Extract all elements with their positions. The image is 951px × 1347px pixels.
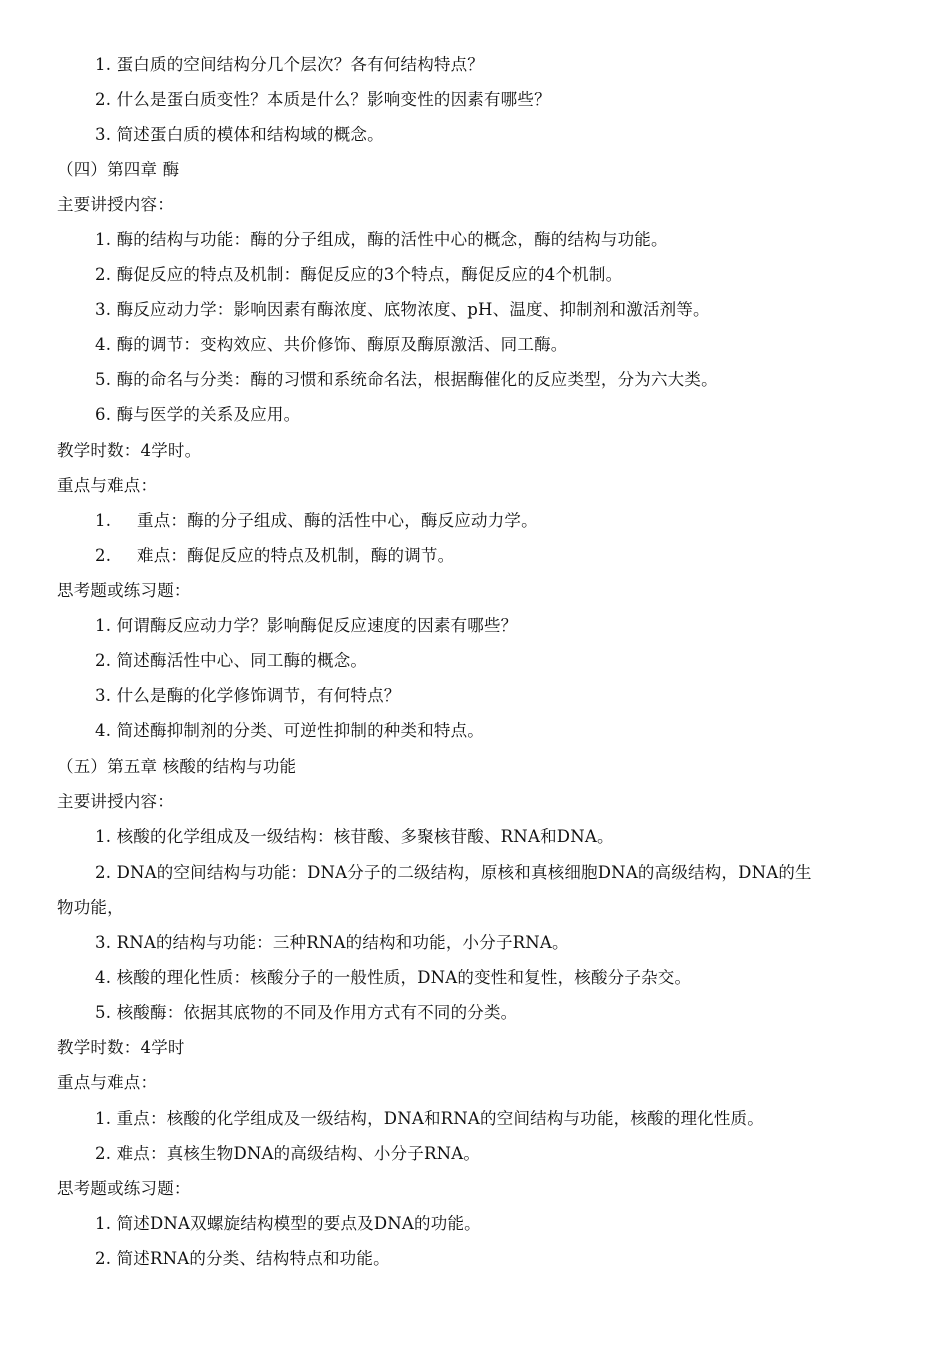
item-text: 难点：酶促反应的特点及机制，酶的调节。 — [137, 546, 455, 565]
content-item: 3. 酶反应动力学：影响因素有酶浓度、底物浓度、pH、温度、抑制剂和激活剂等。 — [95, 300, 710, 319]
item-number: 1. — [95, 511, 112, 530]
question-item: 2. 简述酶活性中心、同工酶的概念。 — [95, 651, 368, 670]
key-point-item: 2. 难点：真核生物DNA的高级结构、小分子RNA。 — [95, 1144, 481, 1163]
chapter-heading: （四）第四章 酶 — [57, 160, 180, 179]
content-item: 5. 核酸酶：依据其底物的不同及作用方式有不同的分类。 — [95, 1003, 518, 1022]
question-item: 1. 蛋白质的空间结构分几个层次？各有何结构特点？ — [95, 55, 484, 74]
content-item: 1. 核酸的化学组成及一级结构：核苷酸、多聚核苷酸、RNA和DNA。 — [95, 827, 614, 846]
question-item: 3. 简述蛋白质的模体和结构域的概念。 — [95, 125, 384, 144]
section-label: 主要讲授内容： — [57, 195, 174, 214]
key-point-item: 1. 重点：核酸的化学组成及一级结构，DNA和RNA的空间结构与功能，核酸的理化性质。 — [95, 1109, 764, 1128]
content-item: 2. DNA的空间结构与功能：DNA分子的二级结构，原核和真核细胞DNA的高级结构，DNA的生 — [95, 863, 812, 882]
content-item: 4. 酶的调节：变构效应、共价修饰、酶原及酶原激活、同工酶。 — [95, 335, 568, 354]
question-item: 1. 何谓酶反应动力学？影响酶促反应速度的因素有哪些？ — [95, 616, 518, 635]
content-item-continuation: 物功能， — [57, 898, 124, 917]
content-item: 6. 酶与医学的关系及应用。 — [95, 405, 301, 424]
teaching-hours: 教学时数：4学时。 — [57, 441, 202, 460]
teaching-hours: 教学时数：4学时 — [57, 1038, 185, 1057]
question-item: 2. 什么是蛋白质变性？本质是什么？影响变性的因素有哪些？ — [95, 90, 551, 109]
item-number: 2. — [95, 546, 112, 565]
section-label: 重点与难点： — [57, 1073, 158, 1092]
section-label: 重点与难点： — [57, 476, 158, 495]
content-item: 4. 核酸的理化性质：核酸分子的一般性质，DNA的变性和复性，核酸分子杂交。 — [95, 968, 692, 987]
content-item: 5. 酶的命名与分类：酶的习惯和系统命名法，根据酶催化的反应类型，分为六大类。 — [95, 370, 718, 389]
section-label: 主要讲授内容： — [57, 792, 174, 811]
question-item: 3. 什么是酶的化学修饰调节，有何特点？ — [95, 686, 401, 705]
question-item: 1. 简述DNA双螺旋结构模型的要点及DNA的功能。 — [95, 1214, 481, 1233]
chapter-heading: （五）第五章 核酸的结构与功能 — [57, 757, 297, 776]
question-item: 4. 简述酶抑制剂的分类、可逆性抑制的种类和特点。 — [95, 721, 484, 740]
question-item: 2. 简述RNA的分类、结构特点和功能。 — [95, 1249, 390, 1268]
item-text: 重点：酶的分子组成、酶的活性中心，酶反应动力学。 — [137, 511, 538, 530]
key-point-item — [95, 503, 893, 538]
content-item: 2. 酶促反应的特点及机制：酶促反应的3个特点，酶促反应的4个机制。 — [95, 265, 623, 284]
section-label: 思考题或练习题： — [57, 581, 191, 600]
section-label: 思考题或练习题： — [57, 1179, 191, 1198]
key-point-item — [95, 538, 893, 573]
content-item: 3. RNA的结构与功能：三种RNA的结构和功能，小分子RNA。 — [95, 933, 569, 952]
content-item: 1. 酶的结构与功能：酶的分子组成，酶的活性中心的概念，酶的结构与功能。 — [95, 230, 668, 249]
